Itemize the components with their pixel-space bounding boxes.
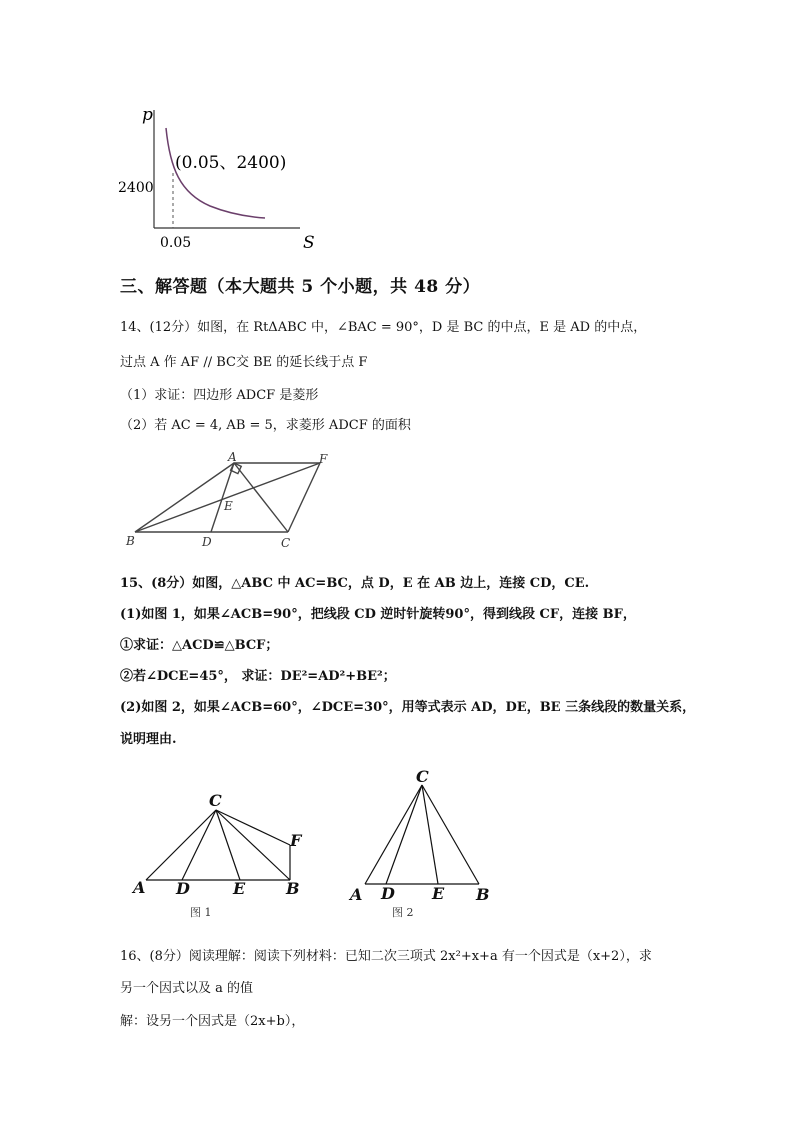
q14-line-1: 14、(12分）如图，在 RtΔABC 中，∠BAC = 90°，D 是 BC 的中点，E 是 AD 的中点， — [120, 320, 647, 335]
inverse-proportion-graph — [110, 98, 330, 258]
fig1-point-d: D — [176, 879, 190, 898]
fig1-point-e: E — [233, 879, 246, 898]
q14-line-2: 过点 A 作 AF // BC交 BE 的延长线于点 F — [120, 355, 368, 370]
fig2-caption: 图 2 — [392, 906, 414, 919]
q14-figure — [120, 450, 350, 555]
point-label: (0.05、2400) — [175, 153, 287, 173]
fig1-point-b: B — [286, 879, 300, 898]
q15-line-4: ②若∠DCE=45°， 求证：DE²=AD²+BE²； — [120, 669, 396, 684]
fig2-point-b: B — [476, 885, 490, 904]
s-axis-label: S — [303, 233, 315, 253]
q15-line-6: 说明理由. — [120, 732, 177, 747]
hyperbola-curve — [166, 128, 265, 218]
q14-line-3: （1）求证：四边形 ADCF 是菱形 — [120, 388, 319, 403]
q15-line-3: ①求证：△ACD≌△BCF； — [120, 638, 279, 653]
fig2-point-d: D — [381, 884, 395, 903]
p-axis-label: p — [142, 105, 153, 125]
q15-figure-1 — [128, 790, 338, 920]
point-e: E — [224, 499, 233, 513]
point-b: B — [126, 534, 135, 548]
fig1-point-a: A — [133, 878, 146, 897]
section-heading: 三、解答题（本大题共 5 个小题，共 48 分） — [120, 277, 481, 297]
q15-line-1: 15、(8分）如图，△ABC 中 AC=BC，点 D，E 在 AB 边上，连接 CD，CE. — [120, 576, 590, 591]
fig2-point-e: E — [432, 884, 445, 903]
fig2-point-a: A — [350, 885, 363, 904]
q16-line-2: 另一个因式以及 a 的值 — [120, 981, 254, 996]
fig2-point-c: C — [416, 767, 429, 786]
fig1-point-c: C — [209, 791, 222, 810]
q15-figure-2 — [340, 765, 510, 923]
q16-line-3: 解：设另一个因式是（2x+b）， — [120, 1014, 305, 1029]
y-tick-label: 2400 — [118, 180, 154, 196]
fig1-point-f: F — [290, 831, 302, 850]
point-c: C — [281, 536, 291, 550]
q14-line-4: （2）若 AC = 4, AB = 5，求菱形 ADCF 的面积 — [120, 418, 411, 433]
fig1-caption: 图 1 — [190, 906, 212, 919]
point-d: D — [202, 535, 212, 549]
x-tick-label: 0.05 — [160, 235, 192, 251]
q15-line-2: (1)如图 1，如果∠ACB=90°，把线段 CD 逆时针旋转90°，得到线段 CF，连接 BF， — [120, 607, 636, 622]
point-f: F — [319, 452, 328, 466]
q16-line-1: 16、(8分）阅读理解：阅读下列材料：已知二次三项式 2x²+x+a 有一个因式是（x+2），求 — [120, 949, 652, 964]
q15-line-5: (2)如图 2，如果∠ACB=60°，∠DCE=30°，用等式表示 AD，DE，BE 三条线段的数量关系， — [120, 700, 696, 715]
point-a: A — [228, 450, 237, 464]
